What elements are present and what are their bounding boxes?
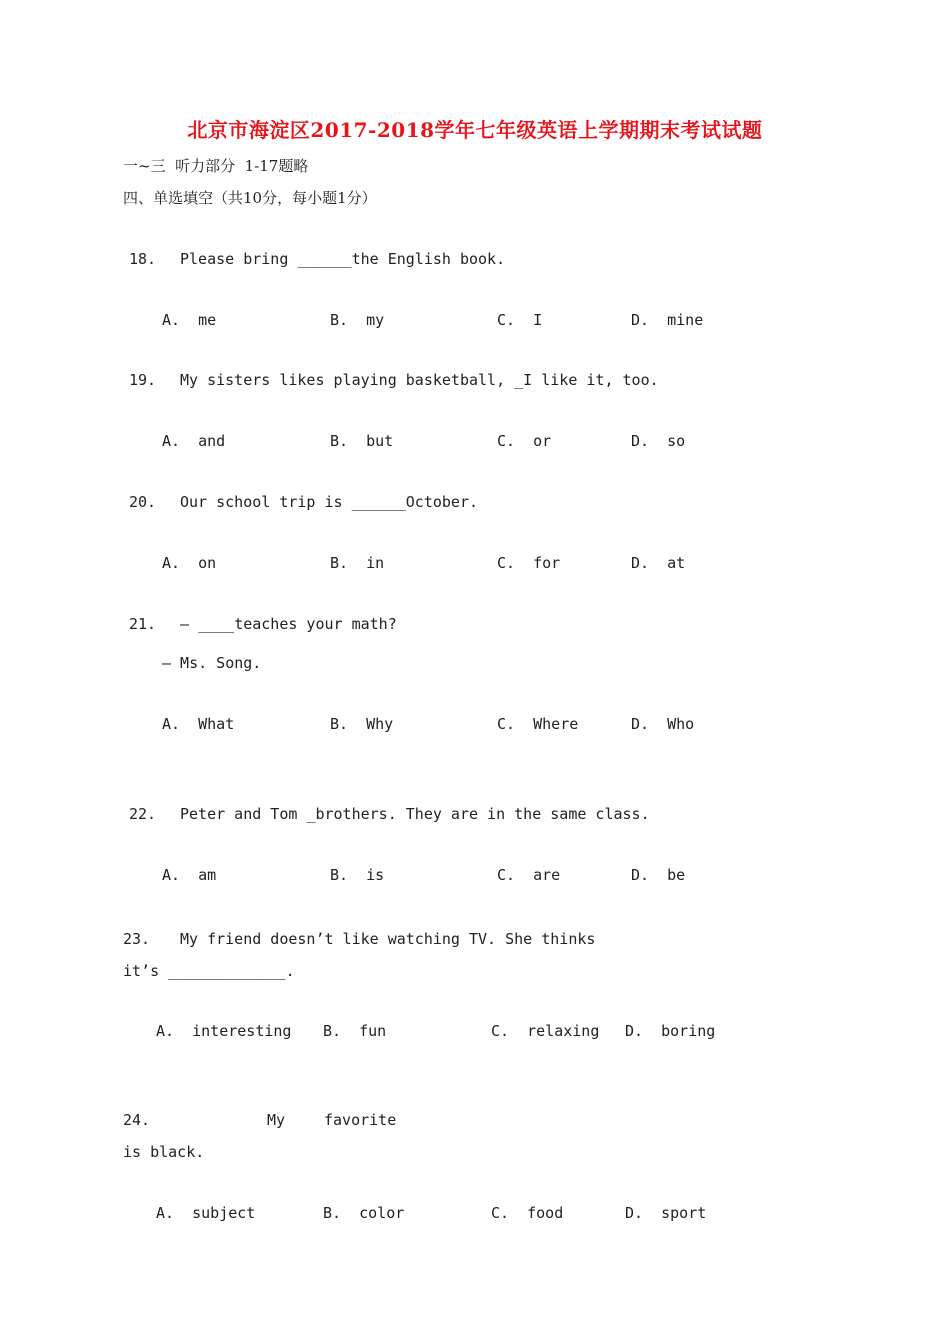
answer-blank: _____________ — [168, 962, 286, 980]
question-stem-continued: is black. — [123, 1143, 205, 1161]
option-b: B. fun — [323, 1022, 387, 1040]
question-number: 22. — [129, 805, 157, 823]
option-b: B. but — [330, 432, 394, 450]
question-stem — [180, 371, 659, 389]
question-number: 20. — [129, 493, 157, 511]
stem-text: . — [285, 962, 295, 980]
stem-text: My sisters likes playing basketball, — [180, 371, 515, 389]
stem-text: — — [180, 615, 199, 633]
stem-text: I like it, too. — [523, 371, 659, 389]
option-a: A. me — [162, 311, 217, 329]
question-stem-continued — [123, 962, 295, 980]
option-c: C. for — [497, 554, 561, 572]
option-d: D. boring — [625, 1022, 716, 1040]
option-c: C. food — [491, 1204, 564, 1222]
answer-blank: _ — [514, 371, 524, 389]
option-d: D. Who — [631, 715, 695, 733]
option-d: D. at — [631, 554, 686, 572]
question-number: 21. — [129, 615, 157, 633]
option-c: C. are — [497, 866, 561, 884]
option-a: A. interesting — [156, 1022, 292, 1040]
question-number: 19. — [129, 371, 157, 389]
listening-section-note: 一~三 听力部分 1-17题略 — [123, 157, 309, 175]
question-number: 24. — [123, 1111, 151, 1129]
page-title: 北京市海淀区2017-2018学年七年级英语上学期期末考试试题 — [187, 118, 763, 142]
option-b: B. color — [323, 1204, 405, 1222]
stem-text: teaches your math? — [234, 615, 397, 633]
option-a: A. on — [162, 554, 217, 572]
stem-text: October. — [405, 493, 479, 511]
stem-text: Our school trip is — [180, 493, 352, 511]
option-d: D. so — [631, 432, 686, 450]
stem-text: the English book. — [351, 250, 506, 268]
option-d: D. be — [631, 866, 686, 884]
dialogue-reply: — Ms. Song. — [162, 654, 262, 672]
option-c: C. Where — [497, 715, 579, 733]
option-b: B. Why — [330, 715, 394, 733]
stem-text: brothers. They are in the same class. — [315, 805, 650, 823]
answer-blank: ____ — [198, 615, 235, 633]
option-d: D. sport — [625, 1204, 707, 1222]
option-a: A. What — [162, 715, 235, 733]
question-number: 18. — [129, 250, 157, 268]
question-stem — [180, 615, 397, 633]
option-b: B. is — [330, 866, 385, 884]
option-c: C. I — [497, 311, 543, 329]
option-a: A. subject — [156, 1204, 256, 1222]
option-c: C. relaxing — [491, 1022, 600, 1040]
option-c: C. or — [497, 432, 552, 450]
question-number: 23. — [123, 930, 151, 948]
option-a: A. and — [162, 432, 226, 450]
stem-text: Please bring — [180, 250, 298, 268]
stem-word: My — [267, 1111, 286, 1129]
answer-blank: ______ — [351, 493, 406, 511]
stem-word: favorite — [324, 1111, 397, 1129]
question-stem — [180, 493, 478, 511]
option-a: A. am — [162, 866, 217, 884]
single-choice-heading: 四、单选填空（共10分，每小题1分） — [123, 189, 377, 207]
option-d: D. mine — [631, 311, 704, 329]
answer-blank: _ — [306, 805, 316, 823]
question-stem — [180, 805, 650, 823]
option-b: B. in — [330, 554, 385, 572]
stem-text: Peter and Tom — [180, 805, 307, 823]
option-b: B. my — [330, 311, 385, 329]
answer-blank: ______ — [297, 250, 352, 268]
stem-text: it’s — [123, 962, 169, 980]
question-stem — [180, 250, 505, 268]
question-stem: My friend doesn’t like watching TV. She thinks — [180, 930, 596, 948]
